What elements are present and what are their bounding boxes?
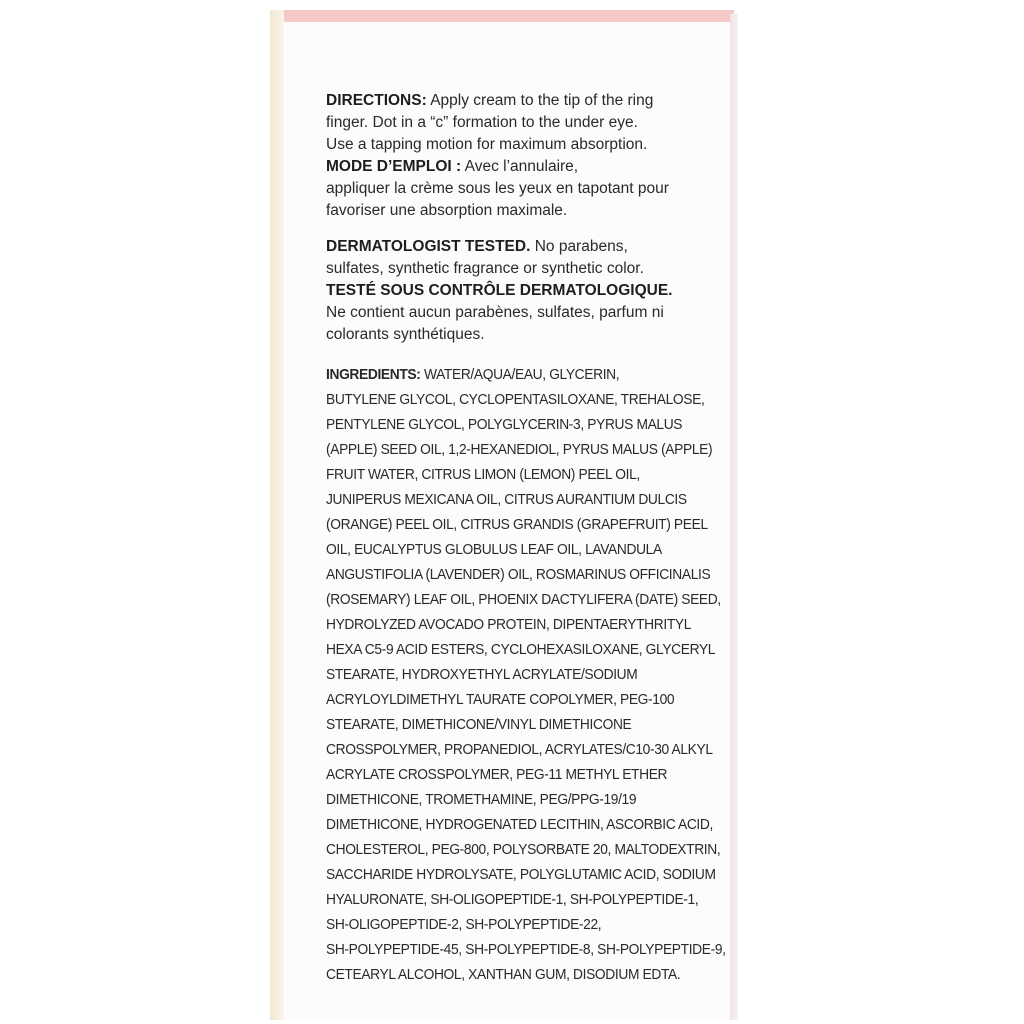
directions-text-3: Use a tapping motion for maximum absorption. [326,136,648,153]
ingredients-line-text: CHOLESTEROL, PEG-800, POLYSORBATE 20, MALTODEXTRIN, [326,841,721,858]
ingredients-line-text: FRUIT WATER, CITRUS LIMON (LEMON) PEEL OIL, [326,466,640,483]
ingredients-line [326,437,713,462]
mode-emploi-text-3: favoriser une absorption maximale. [326,202,568,219]
ingredients-line [326,487,687,512]
ingredients-list [326,362,726,987]
ingredients-line-text: STEARATE, HYDROXYETHYL ACRYLATE/SODIUM [326,666,638,683]
ingredients-line [326,637,716,662]
ingredients-line [326,812,713,837]
directions-paragraph [326,90,698,156]
ingredients-line-text: ACRYLATE CROSSPOLYMER, PEG-11 METHYL ETHER [326,766,668,783]
teste-text-2: colorants synthétiques. [326,326,485,343]
directions-label: DIRECTIONS: [326,92,427,109]
ingredients-line-text: HYDROLYZED AVOCADO PROTEIN, DIPENTAERYTHRITYL [326,616,692,633]
ingredients-line-text: STEARATE, DIMETHICONE/VINYL DIMETHICONE [326,716,632,733]
ingredients-line-text: WATER/AQUA/EAU, GLYCERIN, [420,366,620,383]
ingredients-line [326,937,726,962]
ingredients-line-text: CROSSPOLYMER, PROPANEDIOL, ACRYLATES/C10-30 ALKYL [326,741,713,758]
ingredients-line-text: HYALURONATE, SH-OLIGOPEPTIDE-1, SH-POLYPEPTIDE-1, [326,891,699,908]
ingredients-line-text: CETEARYL ALCOHOL, XANTHAN GUM, DISODIUM EDTA. [326,966,681,983]
ingredients-line [326,387,705,412]
teste-text-1: Ne contient aucun parabènes, sulfates, parfum ni [326,304,664,321]
directions-text-1: Apply cream to the tip of the ring [426,92,654,109]
package-back-panel [284,22,730,1020]
ingredients-line-text: HEXA C5-9 ACID ESTERS, CYCLOHEXASILOXANE, GLYCERYL [326,641,716,658]
spacer [326,346,730,362]
spacer [326,222,730,236]
ingredients-line [326,687,676,712]
ingredients-line [326,587,721,612]
ingredients-line [326,912,676,937]
ingredients-line [326,662,676,687]
mode-emploi-paragraph [326,156,698,222]
directions-text-2: finger. Dot in a “c” formation to the under eye. [326,114,638,131]
ingredients-line [326,712,676,737]
ingredients-line [326,787,676,812]
ingredients-line-text: ANGUSTIFOLIA (LAVENDER) OIL, ROSMARINUS OFFICINALIS [326,566,711,583]
ingredients-line [326,412,683,437]
ingredients-line [326,512,708,537]
ingredients-label: INGREDIENTS: [326,366,421,383]
ingredients-line-text: DIMETHICONE, TROMETHAMINE, PEG/PPG-19/19 [326,791,637,808]
mode-emploi-text-1: Avec l’annulaire, [461,158,579,175]
ingredients-line-text: JUNIPERUS MEXICANA OIL, CITRUS AURANTIUM DULCIS [326,491,687,508]
ingredients-line-text: SH-POLYPEPTIDE-45, SH-POLYPEPTIDE-8, SH-POLYPEPTIDE-9, [326,941,726,958]
ingredients-line-text: (ROSEMARY) LEAF OIL, PHOENIX DACTYLIFERA (DATE) SEED, [326,591,721,608]
ingredients-line-text: PENTYLENE GLYCOL, POLYGLYCERIN-3, PYRUS MALUS [326,416,683,433]
ingredients-line-text: SACCHARIDE HYDROLYSATE, POLYGLUTAMIC ACID, SODIUM [326,866,716,883]
ingredients-line-text: (APPLE) SEED OIL, 1,2-HEXANEDIOL, PYRUS MALUS (APPLE) [326,441,713,458]
ingredients-line [326,837,721,862]
ingredients-line [326,462,676,487]
teste-label: TESTÉ SOUS CONTRÔLE DERMATOLOGIQUE. [326,282,673,299]
box-right-edge [730,14,738,1020]
dermatologist-text-2: sulfates, synthetic fragrance or synthetic color. [326,260,644,277]
ingredients-line [326,537,676,562]
dermatologist-text-1: No parabens, [530,238,628,255]
dermatologist-label: DERMATOLOGIST TESTED. [326,238,531,255]
ingredients-line [326,362,676,387]
ingredients-line [326,762,676,787]
ingredients-line [326,862,716,887]
mode-emploi-text-2: appliquer la crème sous les yeux en tapotant pour [326,180,669,197]
box-top-edge [284,10,734,22]
ingredients-line-text: DIMETHICONE, HYDROGENATED LECITHIN, ASCORBIC ACID, [326,816,713,833]
ingredients-line-text: OIL, EUCALYPTUS GLOBULUS LEAF OIL, LAVANDULA [326,541,662,558]
ingredients-line-text: (ORANGE) PEEL OIL, CITRUS GRANDIS (GRAPEFRUIT) PEEL [326,516,708,533]
ingredients-line-text: BUTYLENE GLYCOL, CYCLOPENTASILOXANE, TREHALOSE, [326,391,705,408]
ingredients-line [326,562,711,587]
mode-emploi-label: MODE D’EMPLOI : [326,158,462,175]
dermatologist-paragraph [326,236,698,280]
ingredients-line [326,962,681,987]
teste-paragraph [326,280,698,346]
ingredients-line [326,612,692,637]
ingredients-line [326,737,713,762]
ingredients-line-text: SH-OLIGOPEPTIDE-2, SH-POLYPEPTIDE-22, [326,916,602,933]
ingredients-line-text: ACRYLOYLDIMETHYL TAURATE COPOLYMER, PEG-100 [326,691,675,708]
ingredients-line [326,887,699,912]
